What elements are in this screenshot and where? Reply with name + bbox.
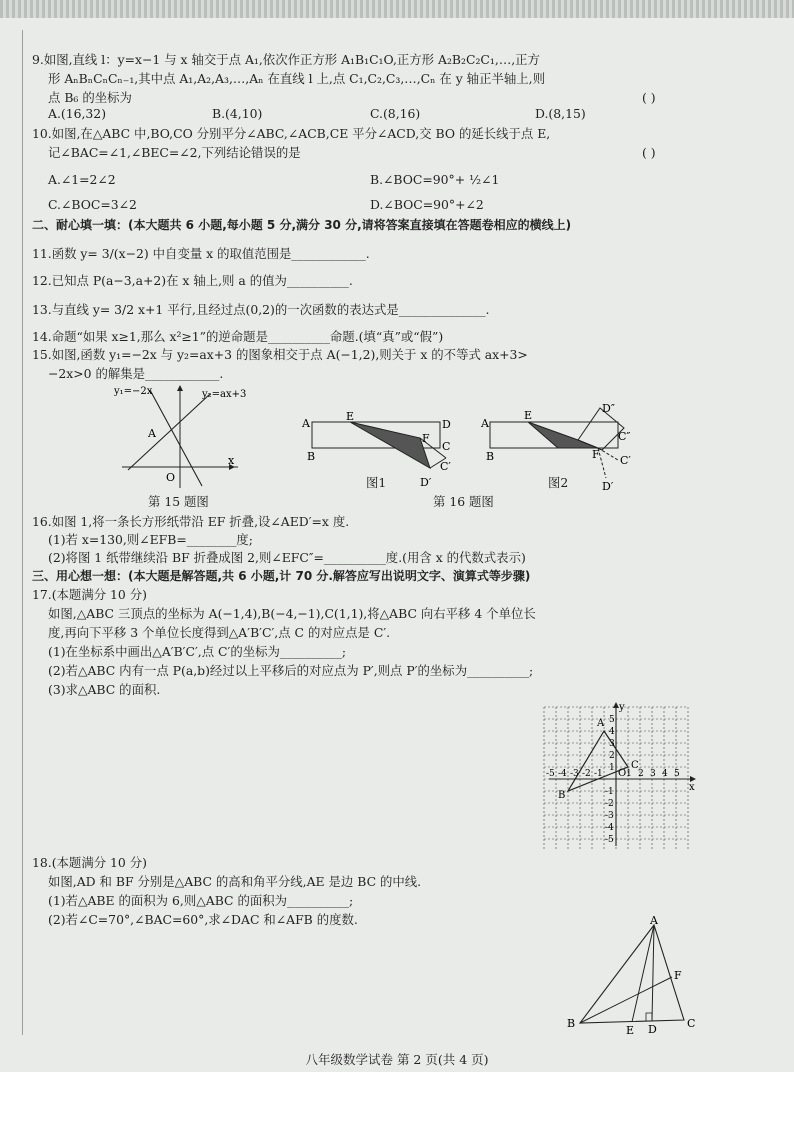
q12: 12.已知点 P(a−3,a+2)在 x 轴上,则 a 的值为__________. (32, 273, 353, 288)
y-tick: 3 (609, 739, 615, 749)
q18-line3: (2)若∠C=70°,∠BAC=60°,求∠DAC 和∠AFB 的度数. (48, 912, 358, 927)
fig16-1-caption: 图1 (366, 475, 387, 490)
q15-line2: −2x>0 的解集是____________. (48, 366, 224, 381)
q17-label-x: x (689, 782, 695, 793)
q17-line4: (2)若△ABC 内有一点 P(a,b)经过以上平移后的对应点为 P′,则点 P′的坐标为__________; (48, 663, 534, 678)
q18-label-a: A (650, 915, 658, 927)
q9-option-a: A.(16,32) (48, 106, 107, 121)
q9-option-d: D.(8,15) (535, 106, 586, 121)
q17-label-a: A (597, 718, 605, 729)
section-3-heading: 三、用心想一想：(本大题是解答题,共 6 小题,计 70 分.解答应写出说明文字、演算式等步骤) (32, 569, 531, 583)
q18-label-c: C (687, 1017, 696, 1030)
q18-label-d: D (648, 1023, 657, 1035)
q10-line2: 记∠BAC=∠1,∠BEC=∠2,下列结论错误的是 (48, 145, 301, 160)
y-tick: -4 (605, 823, 614, 833)
q16-line1: 16.如图 1,将一条长方形纸带沿 EF 折叠,设∠AED′=x 度. (32, 514, 350, 529)
x-tick: -2 (582, 769, 591, 779)
fig15-y-arrow (177, 385, 183, 391)
fig16-caption: 第 16 题图 (433, 494, 494, 509)
y-tick: 4 (609, 727, 615, 737)
fig16-2-label-dprime: D′ (602, 480, 614, 493)
y-tick: -2 (605, 799, 614, 809)
x-tick: -5 (546, 769, 555, 779)
q17-coordinate-grid (543, 700, 703, 850)
y-tick: 5 (609, 715, 615, 725)
q10-option-d: D.∠BOC=90°+∠2 (370, 197, 484, 212)
q18-altitude-ad (652, 925, 654, 1021)
x-tick: 4 (662, 769, 668, 779)
page-footer: 八年级数学试卷 第 2 页(共 4 页) (305, 1052, 489, 1067)
y-tick: -1 (605, 787, 614, 797)
fig15-label-a: A (148, 427, 156, 440)
y-tick: -5 (605, 835, 614, 845)
q9-option-c: C.(8,16) (370, 106, 421, 121)
q17-line3: (1)在坐标系中画出△A′B′C′,点 C′的坐标为__________; (48, 644, 347, 659)
q18-triangle-figure (562, 915, 702, 1035)
fig16-2-label-cpp: C″ (618, 430, 631, 443)
fig16-1-label-cprime: C′ (440, 460, 451, 473)
binding-margin-line (22, 30, 23, 1035)
q17-heading: 17.(本题满分 10 分) (32, 587, 147, 602)
q9-line1: 9.如图,直线 l：y=x−1 与 x 轴交于点 A₁,依次作正方形 A₁B₁C₁O,正方形 A₂B₂C₂C₁,…,正方 (32, 52, 540, 67)
fig16-2-label-e: E (524, 409, 533, 422)
fig15-graph (110, 382, 250, 492)
q17-triangle-abc (568, 731, 628, 791)
x-tick: -3 (570, 769, 579, 779)
q9-line3: 点 B₆ 的坐标为 (48, 90, 132, 105)
x-tick: 5 (674, 769, 680, 779)
y-tick: 1 (609, 763, 615, 773)
q18-line2: (1)若△ABE 的面积为 6,则△ABC 的面积为__________; (48, 893, 354, 908)
q9-answer-paren: ( ) (642, 90, 656, 105)
q10-line1: 10.如图,在△ABC 中,BO,CO 分别平分∠ABC,∠ACB,CE 平分∠ACD,交 BO 的延长线于点 E, (32, 126, 551, 141)
q18-bisector-bf (580, 977, 672, 1023)
q11: 11.函数 y= 3/(x−2) 中自变量 x 的取值范围是____________. (32, 246, 370, 261)
fig16-2-label-f: F (592, 448, 600, 461)
y-tick: -3 (605, 811, 614, 821)
q9-option-b: B.(4,10) (212, 106, 263, 121)
q18-heading: 18.(本题满分 10 分) (32, 855, 147, 870)
q17-label-c: C (631, 760, 639, 771)
fig15-label-x: x (228, 454, 235, 467)
q17-line2: 度,再向下平移 3 个单位长度得到△A′B′C′,点 C 的对应点是 C′. (48, 625, 391, 640)
q18-label-e: E (626, 1024, 635, 1035)
x-tick: -1 (594, 769, 603, 779)
fig16-2-label-dpp: D″ (602, 402, 615, 415)
fig15-label-y1: y₁=−2x (114, 386, 153, 397)
q13: 13.与直线 y= 3/2 x+1 平行,且经过点(0,2)的一次函数的表达式是______________. (32, 302, 490, 317)
fig16-2-label-cprime: C′ (620, 454, 631, 467)
x-tick: 2 (638, 769, 644, 779)
q17-label-y: y (619, 702, 625, 713)
q18-label-b: B (567, 1017, 576, 1030)
fig15-label-o: O (166, 471, 176, 484)
q16-line3: (2)将图 1 纸带继续沿 BF 折叠成图 2,则∠EFC″=__________度.(用含 x 的代数式表示) (48, 550, 526, 565)
q10-option-c: C.∠BOC=3∠2 (48, 197, 137, 212)
q18-label-f: F (674, 969, 682, 982)
section-2-heading: 二、耐心填一填：(本大题共 6 小题,每小题 5 分,满分 30 分,请将答案直接填在答题卷相应的横线上) (32, 218, 572, 232)
fig16-2-label-a: A (481, 417, 489, 430)
page-bottom-margin (0, 1072, 794, 1123)
fig16-1-label-e: E (346, 410, 355, 423)
q18-line1: 如图,AD 和 BF 分别是△ABC 的高和角平分线,AE 是边 BC 的中线. (48, 874, 422, 889)
fig16-1-label-d: D (442, 418, 451, 431)
fig16-1-label-a: A (302, 417, 310, 430)
fig15-line-y1 (150, 390, 202, 486)
q17-line5: (3)求△ABC 的面积. (48, 682, 161, 697)
x-tick: 3 (650, 769, 656, 779)
fig16-1-label-dprime: D′ (420, 476, 432, 489)
q15-line1: 15.如图,函数 y₁=−2x 与 y₂=ax+3 的图象相交于点 A(−1,2),则关于 x 的不等式 ax+3> (32, 347, 528, 362)
fig16-1-label-b: B (307, 450, 316, 463)
fig15-line-y2 (128, 394, 210, 470)
q14: 14.命题“如果 x≥1,那么 x²≥1”的逆命题是__________命题.(填“真”或“假”) (32, 329, 444, 344)
fig15-label-y2: y₂=ax+3 (202, 389, 247, 400)
q10-option-b: B.∠BOC=90°+ ½∠1 (370, 172, 500, 187)
fig16-1-label-c: C (442, 440, 451, 453)
q18-triangle-abc (580, 925, 684, 1023)
q18-right-angle-mark (646, 1013, 652, 1021)
fig15-caption: 第 15 题图 (148, 494, 209, 509)
q10-answer-paren: ( ) (642, 145, 656, 160)
fig16-2-label-b: B (486, 450, 495, 463)
y-tick: 2 (609, 751, 615, 761)
fig16-1-folded-part (350, 422, 430, 468)
fig16-1-label-f: F (422, 432, 430, 445)
q9-line2: 形 AₙBₙCₙCₙ₋₁,其中点 A₁,A₂,A₃,…,Aₙ 在直线 l 上,点 C₁,C₂,C₃,…,Cₙ 在 y 轴正半轴上,则 (48, 71, 545, 86)
x-tick: 1 (626, 769, 632, 779)
q17-line1: 如图,△ABC 三顶点的坐标为 A(−1,4),B(−4,−1),C(1,1),将△ABC 向右平移 4 个单位长 (48, 606, 536, 621)
x-tick: -4 (558, 769, 567, 779)
fig16-2-caption: 图2 (548, 475, 569, 490)
q17-label-b: B (558, 790, 566, 801)
q16-line2: (1)若 x=130,则∠EFB=________度; (48, 532, 253, 547)
q17-label-o: O (618, 768, 627, 779)
q10-option-a: A.∠1=2∠2 (48, 172, 116, 187)
